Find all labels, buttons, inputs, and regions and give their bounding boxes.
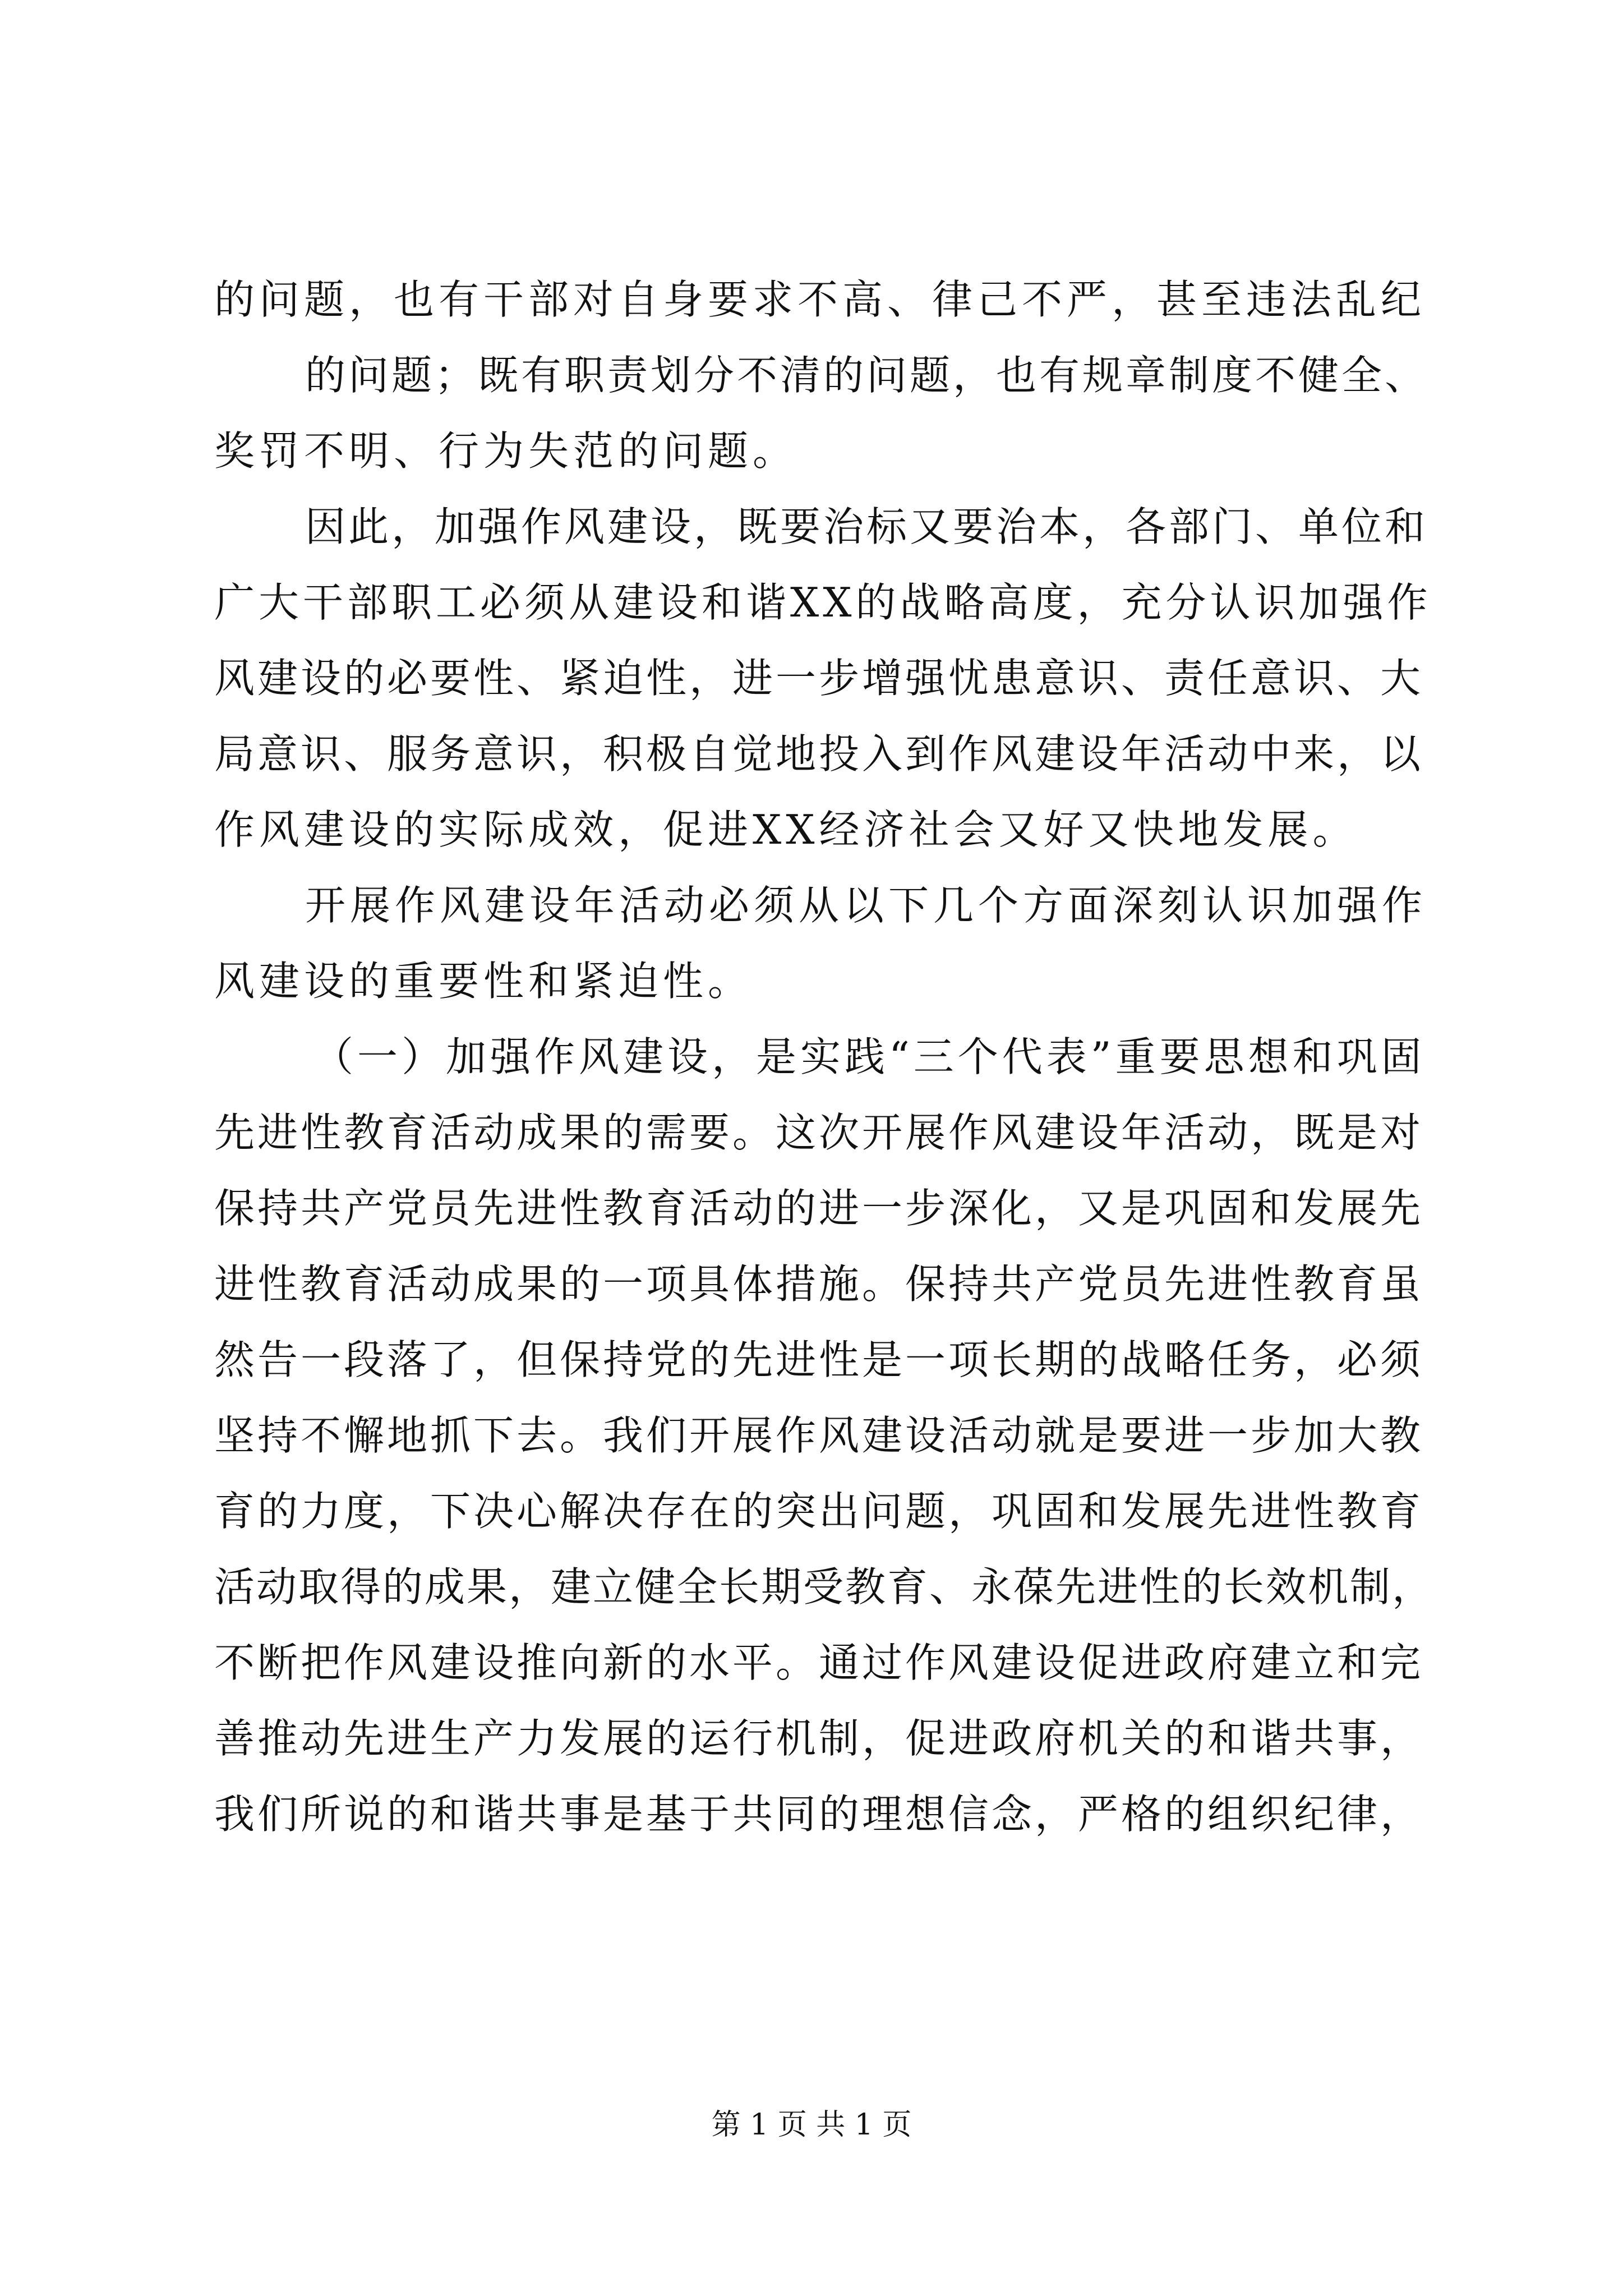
body-text-line: 风建设的必要性、紧迫性，进一步增强忧患意识、责任意识、大 <box>214 655 1424 702</box>
body-text-line: 善推动先进生产力发展的运行机制，促进政府机关的和谐共事， <box>214 1715 1424 1762</box>
body-text-line: 坚持不懈地抓下去。我们开展作风建设活动就是要进一步加大教 <box>214 1412 1424 1459</box>
body-text-line: 然告一段落了，但保持党的先进性是一项长期的战略任务，必须 <box>214 1336 1424 1383</box>
body-text-line: 局意识、服务意识，积极自觉地投入到作风建设年活动中来，以 <box>214 730 1424 777</box>
body-text-line: 作风建设的实际成效，促进XX经济社会又好又快地发展。 <box>214 806 1358 853</box>
body-text-line: 活动取得的成果，建立健全长期受教育、永葆先进性的长效机制， <box>214 1563 1435 1611</box>
body-text-line: 开展作风建设年活动必须从以下几个方面深刻认识加强作 <box>305 882 1427 929</box>
body-text-line: 奖罚不明、行为失范的问题。 <box>214 427 798 475</box>
body-text-line: 育的力度，下决心解决存在的突出问题，巩固和发展先进性教育 <box>214 1488 1424 1535</box>
section-heading-line: （一）加强作风建设，是实践“三个代表”重要思想和巩固 <box>313 1033 1426 1080</box>
body-text-line: 不断把作风建设推向新的水平。通过作风建设促进政府建立和完 <box>214 1639 1424 1686</box>
body-text-line: 的问题，也有干部对自身要求不高、律己不严，甚至违法乱纪 <box>214 276 1426 323</box>
body-text-line: 保持共产党员先进性教育活动的进一步深化，又是巩固和发展先 <box>214 1185 1424 1232</box>
page-footer: 第 1 页 共 1 页 <box>711 2108 912 2142</box>
body-text-line: 进性教育活动成果的一项具体措施。保持共产党员先进性教育虽 <box>214 1260 1424 1308</box>
body-text-line: 广大干部职工必须从建设和谐XX的战略高度，充分认识加强作 <box>214 579 1432 626</box>
body-text-line: 我们所说的和谐共事是基于共同的理想信念，严格的组织纪律， <box>214 1791 1424 1838</box>
body-text-line: 先进性教育活动成果的需要。这次开展作风建设年活动，既是对 <box>214 1109 1424 1156</box>
body-text-line: 风建设的重要性和紧迫性。 <box>214 958 753 1005</box>
body-text-line: 的问题；既有职责划分不清的问题，也有规章制度不健全、 <box>305 352 1428 399</box>
body-text-line: 因此，加强作风建设，既要治标又要治本，各部门、单位和 <box>305 503 1428 550</box>
